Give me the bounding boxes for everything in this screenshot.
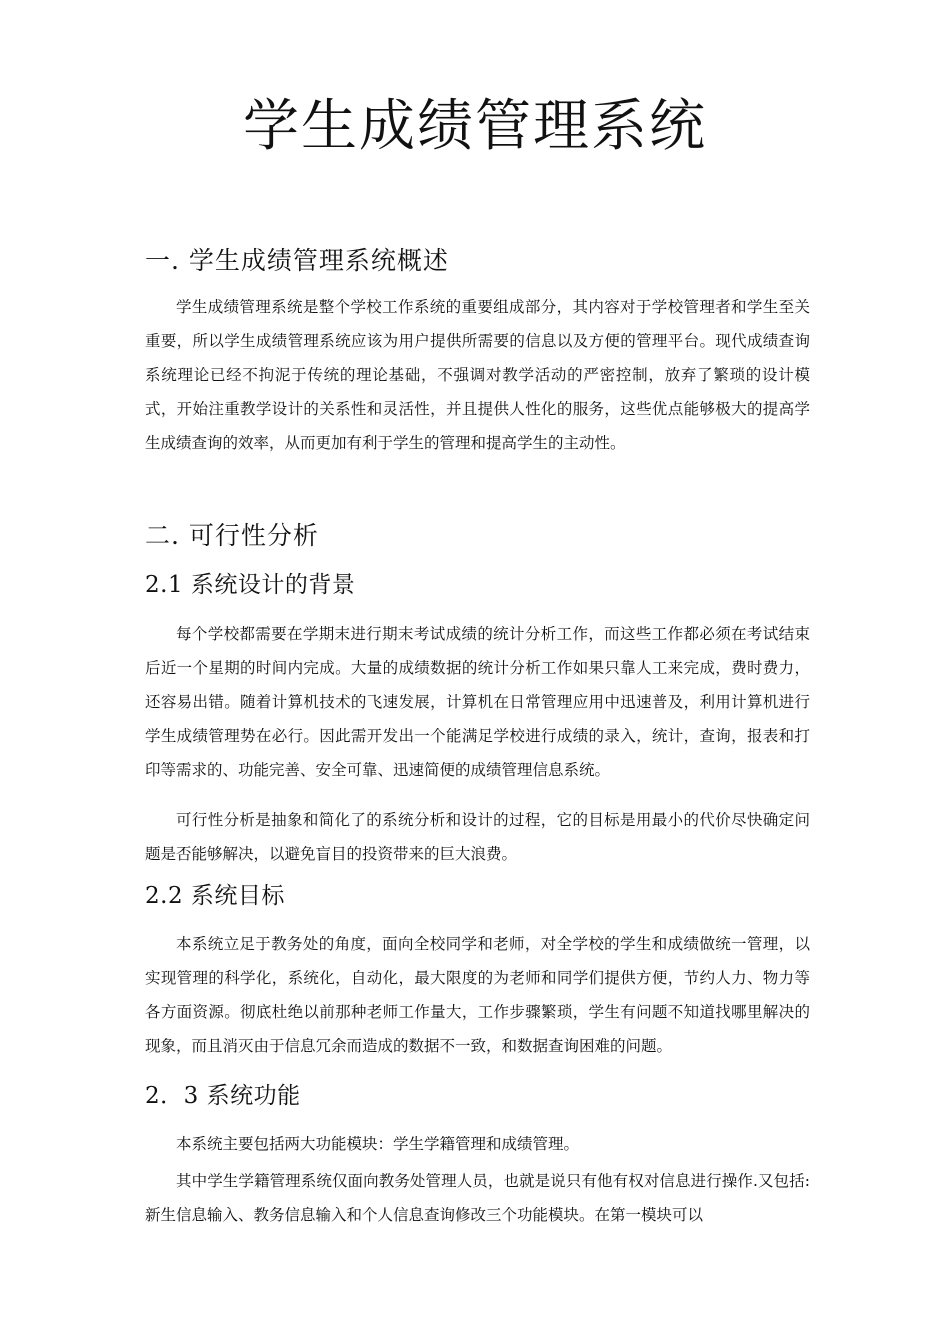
subsection-heading-goals: 2.2 系统目标 xyxy=(145,883,285,909)
subsection-heading-background: 2.1 系统设计的背景 xyxy=(145,572,356,598)
functions-paragraph-1: 本系统主要包括两大功能模块：学生学籍管理和成绩管理。 xyxy=(176,1135,580,1153)
background-paragraph-2: 可行性分析是抽象和简化了的系统分析和设计的过程，它的目标是用最小的代价尽快确定问题是否能够解决，以避免盲目的投资带来的巨大浪费。 xyxy=(145,811,810,863)
background-paragraph-1: 每个学校都需要在学期末进行期末考试成绩的统计分析工作，而这些工作都必须在考试结束后近一个星期的时间内完成。大量的成绩数据的统计分析工作如果只靠人工来完成，费时费力，还容易出错。随着计算机技术的飞速发展，计算机在日常管理应用中迅速普及，利用计算机进行学生成绩管理势在必行。因此需开发出一个能满足学校进行成绩的录入，统计，查询，报表和打印等需求的、功能完善、安全可靠、迅速简便的成绩管理信息系统。 xyxy=(145,625,810,779)
overview-paragraph: 学生成绩管理系统是整个学校工作系统的重要组成部分，其内容对于学校管理者和学生至关重要，所以学生成绩管理系统应该为用户提供所需要的信息以及方便的管理平台。现代成绩查询系统理论已经不拘泥于传统的理论基础，不强调对教学活动的严密控制，放弃了繁琐的设计模式，开始注重教学设计的关系性和灵活性，并且提供人性化的服务，这些优点能够极大的提高学生成绩查询的效率，从而更加有利于学生的管理和提高学生的主动性。 xyxy=(145,298,810,452)
section-heading-feasibility: 二. 可行性分析 xyxy=(145,521,319,550)
functions-paragraph-2: 其中学生学籍管理系统仅面向教务处管理人员，也就是说只有他有权对信息进行操作.又包括:新生信息输入、教务信息输入和个人信息查询修改三个功能模块。在第一模块可以 xyxy=(145,1172,810,1224)
goals-paragraph: 本系统立足于教务处的角度，面向全校同学和老师，对全学校的学生和成绩做统一管理，以实现管理的科学化，系统化，自动化，最大限度的为老师和同学们提供方便，节约人力、物力等各方面资源。彻底杜绝以前那种老师工作量大，工作步骤繁琐，学生有问题不知道找哪里解决的现象，而且消灭由于信息冗余而造成的数据不一致，和数据查询困难的问题。 xyxy=(145,935,810,1055)
document-title: 学生成绩管理系统 xyxy=(243,94,707,159)
section-heading-overview: 一. 学生成绩管理系统概述 xyxy=(145,246,449,275)
subsection-heading-functions: 2．3 系统功能 xyxy=(145,1083,301,1109)
